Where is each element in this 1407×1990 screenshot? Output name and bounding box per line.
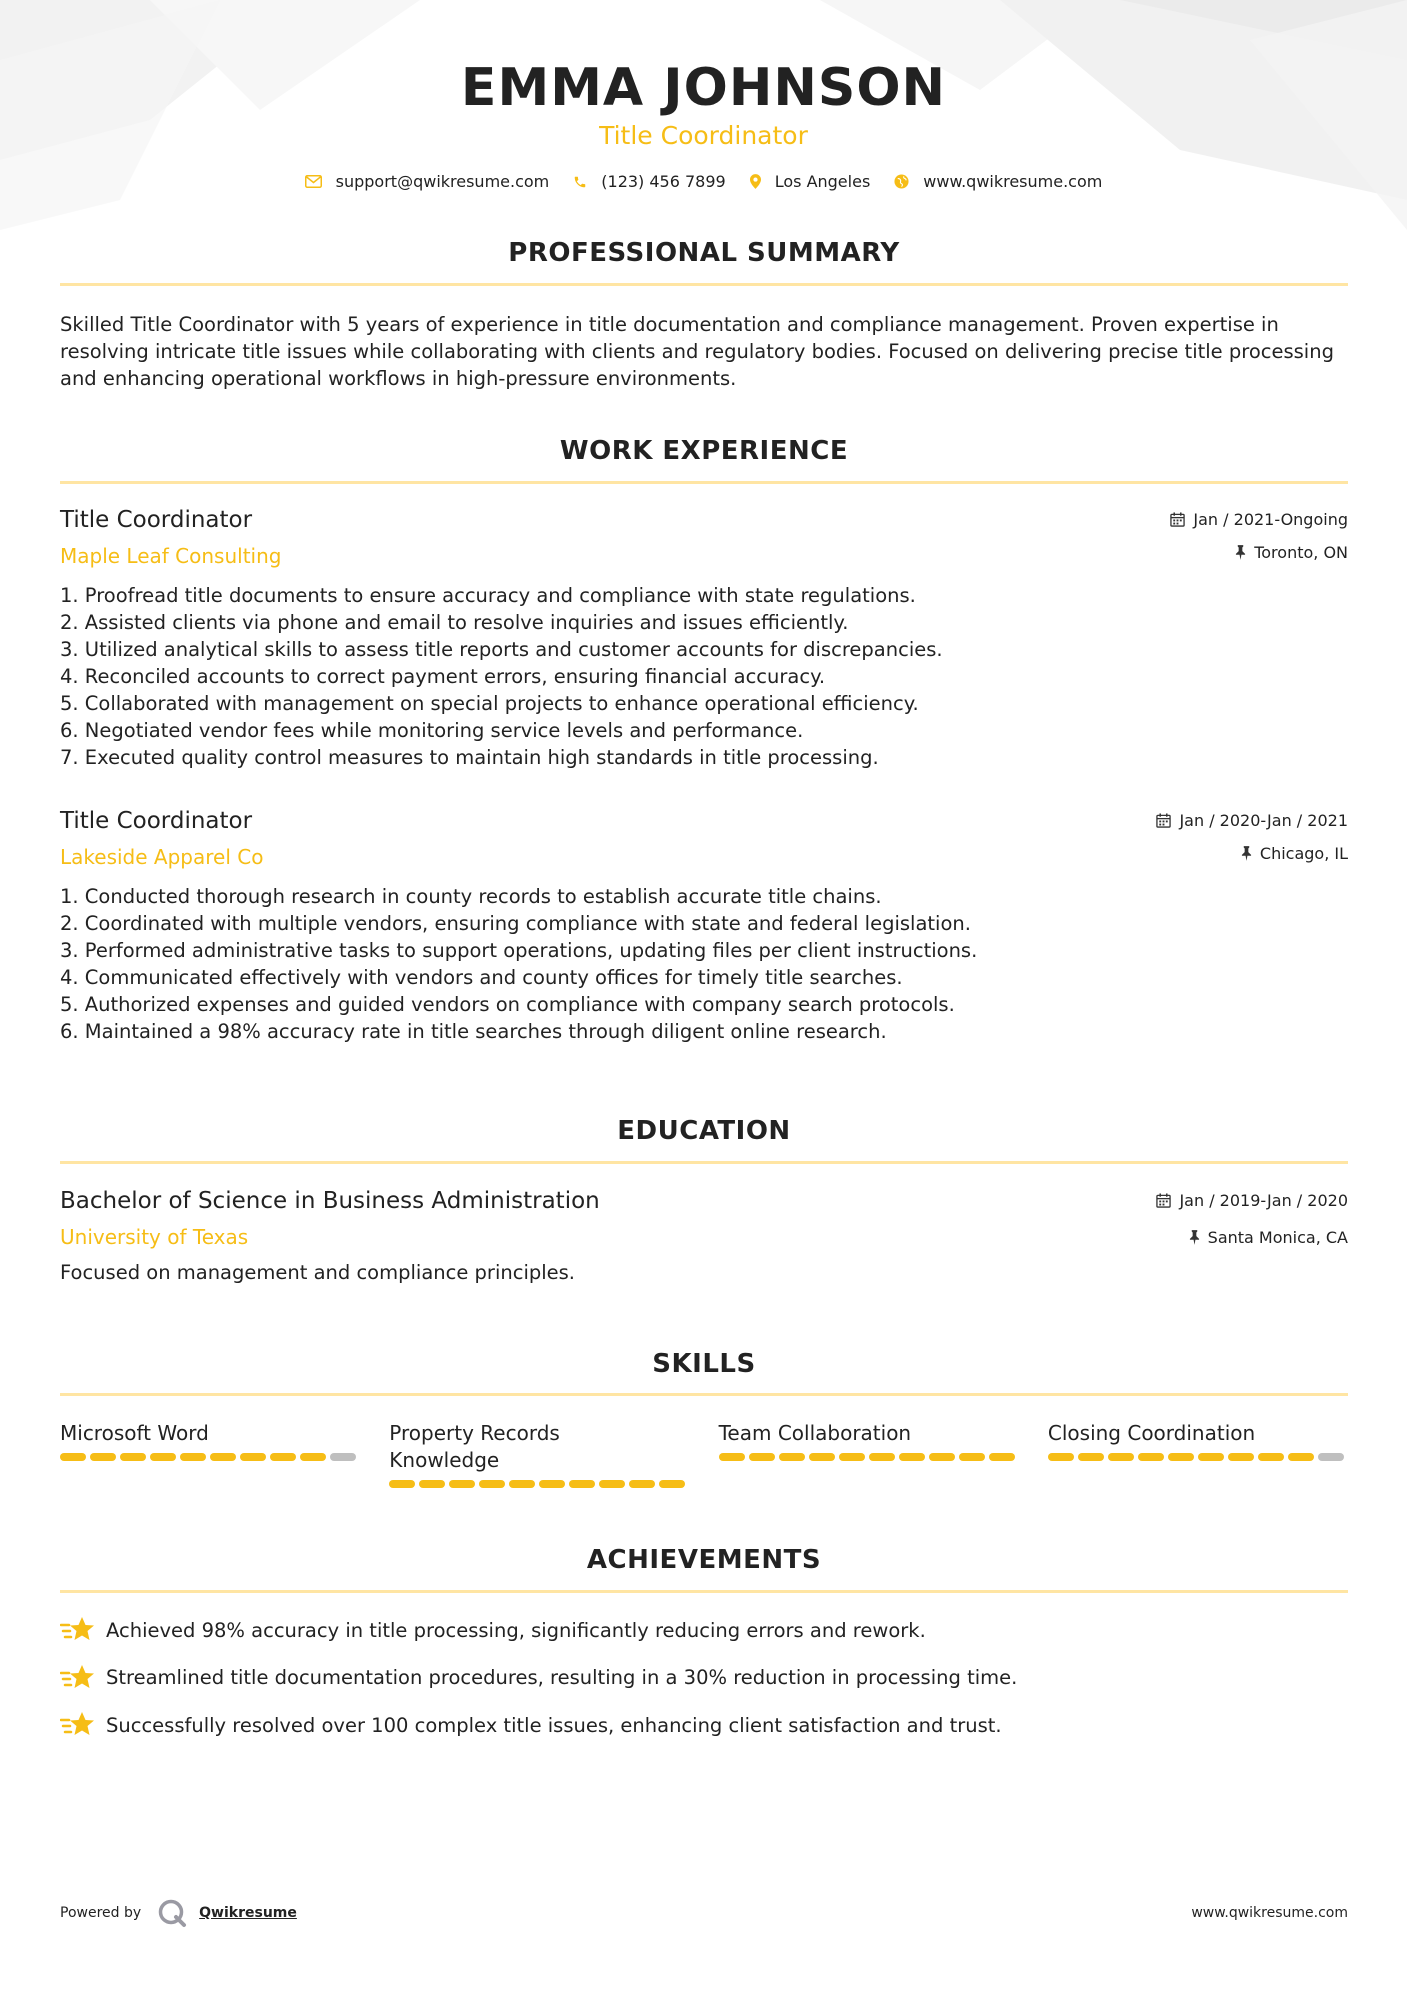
job-meta — [1170, 509, 1348, 562]
skill-segment-filled — [659, 1480, 685, 1488]
summary-text: Skilled Title Coordinator with 5 years of experience in title documentation and compliance management. Proven expertise in resolving intricate title issues while collaborating with clients and regulatory bodies. Focused on delivering precise title processing and enhancing operational workflows in high-pressure environments. — [60, 313, 1334, 390]
skill-segment-filled — [180, 1453, 206, 1461]
page-footer — [60, 1898, 1348, 1928]
achievement-text: Successfully resolved over 100 complex title issues, enhancing client satisfaction and trust. — [106, 1713, 1002, 1737]
section-title-summary: PROFESSIONAL SUMMARY — [508, 238, 900, 268]
job-title: Title Coordinator — [60, 808, 253, 834]
skill-segment-filled — [1108, 1453, 1134, 1461]
star-icon — [60, 1710, 96, 1740]
job-title: Title Coordinator — [60, 507, 253, 533]
education-school: University of Texas — [60, 1225, 249, 1249]
job-bullet: 1. Conducted thorough research in county records to establish accurate title chains. — [60, 885, 882, 908]
job-bullet: 4. Communicated effectively with vendors and county offices for timely title searches. — [60, 966, 903, 989]
contact-website-text: www.qwikresume.com — [923, 172, 1103, 191]
job-bullet-list — [60, 883, 1348, 1045]
section-divider — [60, 1393, 1348, 1396]
skill-name: Microsoft Word — [60, 1421, 209, 1445]
skill-segment-filled — [270, 1453, 296, 1461]
skill-segment-filled — [869, 1453, 895, 1461]
job-bullet: 4. Reconciled accounts to correct payment errors, ensuring financial accuracy. — [60, 665, 826, 688]
skill-name: Closing Coordination — [1047, 1421, 1256, 1445]
job-dates: Jan / 2021-Ongoing — [1193, 509, 1348, 529]
job-bullet: 3. Performed administrative tasks to support operations, updating files per client instructions. — [60, 939, 978, 962]
contact-email[interactable] — [305, 172, 550, 191]
skill-segment-filled — [1078, 1453, 1104, 1461]
education-meta — [1156, 1190, 1348, 1247]
skill-segment-filled — [479, 1480, 505, 1488]
section-title-achievements: ACHIEVEMENTS — [586, 1545, 822, 1575]
education-location: Santa Monica, CA — [1207, 1227, 1348, 1247]
job-location: Chicago, IL — [1259, 843, 1348, 863]
contact-location — [750, 172, 871, 191]
powered-by-label: Powered by — [60, 1905, 142, 1921]
skill-segment-filled — [539, 1480, 565, 1488]
skill-level-bar — [1048, 1453, 1348, 1461]
contact-email-text: support@qwikresume.com — [335, 172, 550, 191]
job-bullet: 7. Executed quality control measures to maintain high standards in title processing. — [60, 746, 879, 769]
skill-segment-filled — [839, 1453, 865, 1461]
job-bullet: 2. Coordinated with multiple vendors, ensuring compliance with state and federal legislation. — [60, 912, 971, 935]
skill-level-bar — [60, 1453, 360, 1461]
section-title-skills: SKILLS — [652, 1349, 756, 1379]
star-icon — [60, 1615, 96, 1645]
calendar-icon — [1170, 512, 1185, 527]
job-bullet: 6. Maintained a 98% accuracy rate in title searches through diligent online research. — [60, 1020, 887, 1043]
education-degree: Bachelor of Science in Business Administration — [60, 1188, 600, 1214]
skills-grid — [60, 1420, 1348, 1488]
job-company: Lakeside Apparel Co — [60, 845, 264, 869]
section-divider — [60, 481, 1348, 484]
section-title-experience: WORK EXPERIENCE — [559, 436, 849, 466]
skill-segment-filled — [779, 1453, 805, 1461]
job-bullet: 3. Utilized analytical skills to assess title reports and customer accounts for discrepancies. — [60, 638, 943, 661]
skill-segment-empty — [330, 1453, 356, 1461]
footer-branding — [60, 1898, 297, 1928]
skill-segment-filled — [899, 1453, 925, 1461]
job-meta — [1156, 810, 1348, 863]
achievement-item — [60, 1615, 1348, 1645]
skill-item — [719, 1420, 1019, 1488]
phone-icon — [573, 175, 587, 189]
skill-level-bar — [719, 1453, 1019, 1461]
skill-item — [60, 1420, 360, 1488]
skill-segment-filled — [120, 1453, 146, 1461]
skill-segment-filled — [210, 1453, 236, 1461]
contact-phone[interactable] — [573, 172, 725, 191]
contact-location-text: Los Angeles — [774, 172, 871, 191]
skill-segment-filled — [1168, 1453, 1194, 1461]
skill-segment-filled — [1198, 1453, 1224, 1461]
pushpin-icon — [1189, 1230, 1200, 1245]
pushpin-icon — [1235, 545, 1246, 560]
skill-segment-filled — [1288, 1453, 1314, 1461]
calendar-icon — [1156, 1193, 1171, 1208]
job-company: Maple Leaf Consulting — [60, 544, 282, 568]
contact-website[interactable] — [894, 172, 1102, 191]
job-bullet: 2. Assisted clients via phone and email to resolve inquiries and issues efficiently. — [60, 611, 849, 634]
section-divider — [60, 1590, 1348, 1593]
skill-segment-filled — [300, 1453, 326, 1461]
job-entry — [60, 505, 1348, 771]
section-divider — [60, 1161, 1348, 1164]
job-bullet: 5. Collaborated with management on special projects to enhance operational efficiency. — [60, 692, 919, 715]
calendar-icon — [1156, 813, 1171, 828]
skill-segment-filled — [150, 1453, 176, 1461]
achievement-item — [60, 1663, 1348, 1693]
skill-segment-filled — [1228, 1453, 1254, 1461]
job-bullet: 5. Authorized expenses and guided vendors on compliance with company search protocols. — [60, 993, 955, 1016]
skill-segment-filled — [809, 1453, 835, 1461]
job-bullet: 1. Proofread title documents to ensure accuracy and compliance with state regulations. — [60, 584, 916, 607]
candidate-name: EMMA JOHNSON — [460, 58, 947, 118]
education-description: Focused on management and compliance principles. — [60, 1261, 576, 1284]
skill-segment-filled — [929, 1453, 955, 1461]
skill-segment-empty — [1318, 1453, 1344, 1461]
achievement-text: Streamlined title documentation procedures, resulting in a 30% reduction in processing time. — [106, 1666, 1018, 1689]
skill-segment-filled — [1048, 1453, 1074, 1461]
job-dates: Jan / 2020-Jan / 2021 — [1179, 810, 1348, 830]
qwikresume-link[interactable]: Qwikresume — [199, 1905, 297, 1921]
skill-level-bar — [389, 1480, 689, 1488]
achievement-text: Achieved 98% accuracy in title processing, significantly reducing errors and rework. — [106, 1618, 926, 1642]
job-bullet: 6. Negotiated vendor fees while monitoring service levels and performance. — [60, 719, 804, 742]
map-pin-icon — [750, 174, 761, 189]
skill-item — [389, 1420, 689, 1488]
education-entry — [60, 1186, 1348, 1286]
contact-bar — [0, 172, 1407, 191]
star-icon — [60, 1663, 96, 1693]
globe-icon — [894, 174, 909, 189]
skill-segment-filled — [599, 1480, 625, 1488]
skill-segment-filled — [749, 1453, 775, 1461]
resume-header — [0, 56, 1407, 152]
skill-segment-filled — [90, 1453, 116, 1461]
education-dates: Jan / 2019-Jan / 2020 — [1179, 1190, 1348, 1210]
job-entry — [60, 806, 1348, 1045]
contact-phone-text: (123) 456 7899 — [601, 172, 726, 191]
section-divider — [60, 283, 1348, 286]
skill-name: Team Collaboration — [718, 1421, 912, 1445]
skill-segment-filled — [60, 1453, 86, 1461]
skill-segment-filled — [509, 1480, 535, 1488]
skill-segment-filled — [959, 1453, 985, 1461]
achievements-list — [60, 1615, 1348, 1758]
skill-segment-filled — [240, 1453, 266, 1461]
skill-segment-filled — [719, 1453, 745, 1461]
skill-segment-filled — [989, 1453, 1015, 1461]
skill-segment-filled — [449, 1480, 475, 1488]
section-title-education: EDUCATION — [617, 1116, 791, 1146]
candidate-title: Title Coordinator — [599, 121, 808, 150]
job-bullet-list — [60, 582, 1348, 771]
skill-name: Property Records Knowledge — [389, 1421, 560, 1472]
skill-segment-filled — [419, 1480, 445, 1488]
job-location: Toronto, ON — [1254, 542, 1348, 562]
pushpin-icon — [1241, 846, 1252, 861]
skill-segment-filled — [569, 1480, 595, 1488]
skill-segment-filled — [389, 1480, 415, 1488]
achievement-item — [60, 1710, 1348, 1740]
envelope-icon — [305, 175, 322, 188]
skill-segment-filled — [629, 1480, 655, 1488]
qwikresume-logo-icon — [157, 1898, 187, 1928]
skill-item — [1048, 1420, 1348, 1488]
skill-segment-filled — [1258, 1453, 1284, 1461]
skill-segment-filled — [1138, 1453, 1164, 1461]
footer-website-link[interactable]: www.qwikresume.com — [1191, 1905, 1348, 1921]
